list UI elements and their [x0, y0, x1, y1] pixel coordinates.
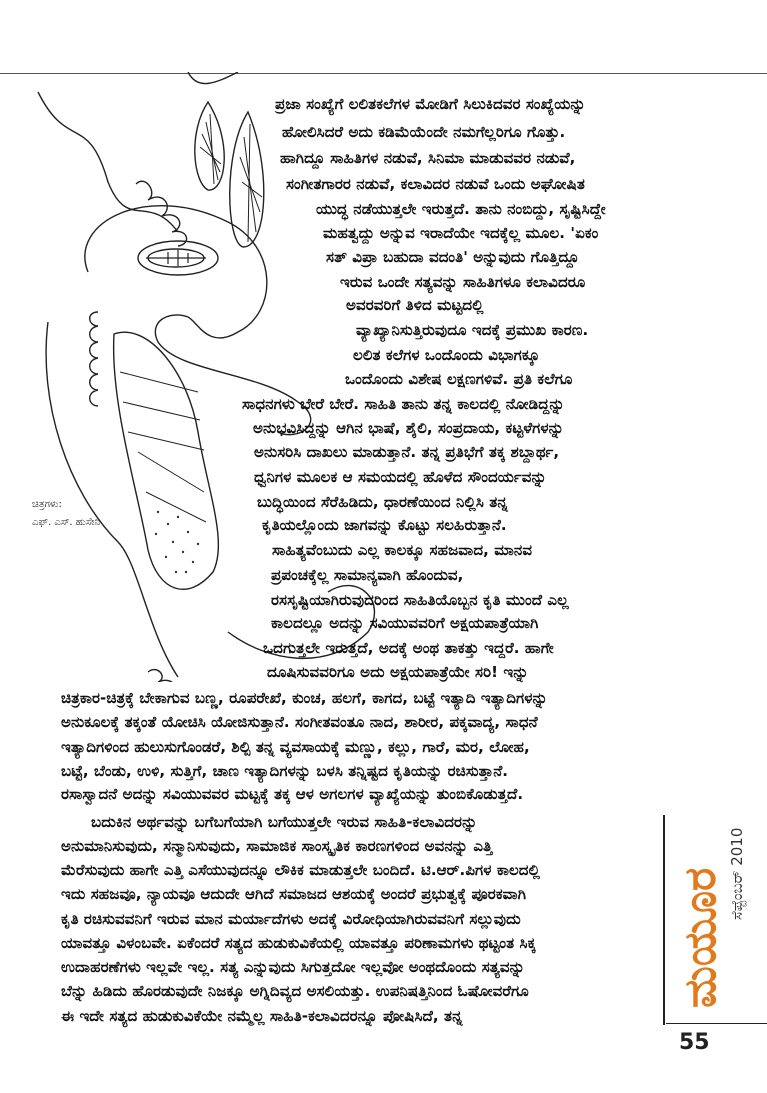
body-line: ಸಂಗೀತಗಾರರ ನಡುವೆ, ಕಲಾವಿದರ ನಡುವೆ ಒಂದು ಅಘೋಷಿತ [286, 175, 585, 193]
body-line: ಹೋಲಿಸಿದರೆ ಅದು ಕಡಿಮೆಯೆಂದೇ ನಮಗೆಲ್ಲರಿಗೂ ಗೊತ್ತು. [282, 123, 566, 141]
body-line: ಲಲಿತ ಕಲೆಗಳ ಒಂದೊಂದು ವಿಭಾಗಕ್ಕೂ [353, 346, 540, 364]
body-line: ಪ್ರಪಂಚಕ್ಕೆಲ್ಲ ಸಾಮಾನ್ಯವಾಗಿ ಹೊಂದುವ, [271, 566, 464, 584]
body-line: ಪ್ರಜಾ ಸಂಖ್ಯೆಗೆ ಲಲಿತಕಲೆಗಳ ಮೋಡಿಗೆ ಸಿಲುಕಿದವರ ಸಂಖ್ಯೆಯನ್ನು [275, 95, 586, 113]
body-line: ರಸಸೃಷ್ಟಿಯಾಗಿರುವುದರಿಂದ ಸಾಹಿತಿಯೊಬ್ಬನ ಕೃತಿ ಮುಂದೆ ಎಲ್ಲ [271, 591, 569, 609]
body-line: ಚಿತ್ರಕಾರ-ಚಿತ್ರಕ್ಕೆ ಬೇಕಾಗುವ ಬಣ್ಣ, ರೂಪರೇಖೆ, ಕುಂಚ, ಹಲಗೆ, ಕಾಗದ, ಬಟ್ಟೆ ಇತ್ಯಾದಿ ಇತ್ಯಾದಿಗಳನ್ನು [61, 689, 548, 707]
caption-artist: ಎಫ್. ಎಸ್. ಹುಸೇನಿ [32, 517, 101, 528]
body-line: ಇರುವ ಒಂದೇ ಸತ್ಯವನ್ನು ಸಾಹಿತಿಗಳೂ ಕಲಾವಿದರೂ [340, 273, 586, 291]
body-line: ಒದಗುತ್ತಲೇ ಇರುತ್ತದೆ, ಅದಕ್ಕೆ ಅಂಥ ತಾಕತ್ತು ಇದ್ದರೆ. ಹಾಗೇ [263, 639, 554, 657]
illustration-credit [32, 496, 100, 532]
body-line: ಸಾಧನಗಳು ಬೇರೆ ಬೇರೆ. ಸಾಹಿತಿ ತಾನು ತನ್ನ ಕಾಲದಲ್ಲಿ ನೋಡಿದ್ದನ್ನು [242, 395, 565, 413]
body-line: ಅನುಮಾನಿಸುವುದು, ಸನ್ಮಾನಿಸುವುದು, ಸಾಮಾಜಿಕ ಸಾಂಸ್ಕೃತಿಕ ಕಾರಣಗಳಿಂದ ಅವನನ್ನು ಎತ್ತಿ [61, 837, 493, 855]
body-line: ಈ ಇದೇ ಸತ್ಯದ ಹುಡುಕುವಿಕೆಯೇ ನಮ್ಮೆಲ್ಲ ಸಾಹಿತಿ-ಕಲಾವಿದರನ್ನೂ ಪೋಷಿಸಿದೆ, ತನ್ನ [61, 1007, 463, 1025]
body-line: ಸಾಹಿತ್ಯವೆಂಬುದು ಎಲ್ಲ ಕಾಲಕ್ಕೂ ಸಹಜವಾದ, ಮಾನವ [272, 541, 533, 559]
body-line: ಇದು ಸಹಜವೂ, ನ್ಯಾಯವೂ ಆದುದೇ ಆಗಿದೆ ಸಮಾಜದ ಆಶಯಕ್ಕೆ ಅಂದರೆ ಪ್ರಭುತ್ವಕ್ಕೆ ಪೂರಕವಾಗಿ [61, 885, 527, 903]
body-line: ದೂಷಿಸುವವರಿಗೂ ಅದು ಅಕ್ಷಯಪಾತ್ರೆಯೇ ಸರಿ! ಇನ್ನು [267, 663, 529, 681]
body-line: ಅವರವರಿಗೆ ತಿಳಿದ ಮಟ್ಟದಲ್ಲಿ [346, 296, 484, 314]
body-line: ಯಾವತ್ತೂ ವಿಳಂಬವೇ. ಏಕೆಂದರೆ ಸತ್ಯದ ಹುಡುಕುವಿಕೆಯಲ್ಲಿ ಯಾವತ್ತೂ ಪರಿಣಾಮಗಳು ಥಟ್ಟಂತ ಸಿಕ್ಕ [61, 934, 536, 952]
body-line: ರಸಾಸ್ವಾದನೆ ಅದನ್ನು ಸವಿಯುವವರ ಮಟ್ಟಕ್ಕೆ ತಕ್ಕ ಆಳ ಅಗಲಗಳ ವ್ಯಾಖ್ಯೆಯನ್ನು ತುಂಬಿಕೊಡುತ್ತದೆ. [61, 785, 524, 803]
body-line: ಕೃತಿ ರಚಿಸುವವನಿಗೆ ಇರುವ ಮಾನ ಮರ್ಯಾದೆಗಳು ಅದಕ್ಕೆ ವಿರೋಧಿಯಾಗಿರುವವನಿಗೆ ಸಲ್ಲುವುದು [61, 910, 521, 928]
body-line: ಇತ್ಯಾದಿಗಳಿಂದ ಹುಲುಸುಗೊಂಡರೆ, ಶಿಲ್ಪಿ ತನ್ನ ವ್ಯವಸಾಯಕ್ಕೆ ಮಣ್ಣು, ಕಲ್ಲು, ಗಾರೆ, ಮರ, ಲೋಹ, [61, 738, 530, 756]
body-line: ಬದುಕಿನ ಅರ್ಥವನ್ನು ಬಗೆಬಗೆಯಾಗಿ ಬಗೆಯುತ್ತಲೇ ಇರುವ ಸಾಹಿತಿ-ಕಲಾವಿದರನ್ನು [91, 813, 478, 831]
body-line: ಬೆನ್ನು ಹಿಡಿದು ಹೊರಡುವುದೇ ನಿಜಕ್ಕೂ ಅಗ್ನಿದಿವ್ಯದ ಅಸಲಿಯತ್ತು. ಉಪನಿಷತ್ತಿನಿಂದ ಓಷೋವರೆಗೂ [61, 982, 529, 1000]
body-line: ಬುದ್ಧಿಯಿಂದ ಸೆರೆಹಿಡಿದು, ಧಾರಣೆಯಿಂದ ನಿಲ್ಲಿಸಿ ತನ್ನ [257, 493, 508, 511]
body-line: ಉದಾಹರಣೆಗಳು ಇಲ್ಲವೇ ಇಲ್ಲ. ಸತ್ಯ ಎನ್ನುವುದು ಸಿಗುತ್ತದೋ ಇಲ್ಲವೋ ಅಂಥದೊಂದು ಸತ್ಯವನ್ನು [61, 958, 525, 976]
body-line: ಕೃತಿಯಲ್ಲೊಂದು ಜಾಗವನ್ನು ಕೊಟ್ಟು ಸಲಹಿರುತ್ತಾನೆ. [262, 516, 507, 534]
body-line: ಅನುಸರಿಸಿ ದಾಖಲು ಮಾಡುತ್ತಾನೆ. ತನ್ನ ಪ್ರತಿಭೆಗೆ ತಕ್ಕ ಶಬ್ದಾರ್ಥ, [254, 443, 560, 461]
body-line: ಒಂದೊಂದು ವಿಶೇಷ ಲಕ್ಷಣಗಳಿವೆ. ಪ್ರತಿ ಕಲೆಗೂ [345, 370, 573, 388]
body-line: ಅನುಭವಿಸಿದ್ದನ್ನು ಆಗಿನ ಭಾಷೆ, ಶೈಲಿ, ಸಂಪ್ರದಾಯ, ಕಟ್ಟಳೆಗಳನ್ನು [253, 419, 564, 437]
body-line: ಯುದ್ಧ ನಡೆಯುತ್ತಲೇ ಇರುತ್ತದೆ. ತಾನು ನಂಬಿದ್ದು, ಸೃಷ್ಟಿಸಿದ್ದೇ [316, 200, 606, 218]
body-line: ಬಟ್ಟೆ, ಬೆಂಡು, ಉಳಿ, ಸುತ್ತಿಗೆ, ಚಾಣ ಇತ್ಯಾದಿಗಳನ್ನು ಬಳಸಿ ತನ್ನಿಷ್ಟದ ಕೃತಿಯನ್ನು ರಚಿಸುತ್ತಾನೆ. [61, 762, 509, 780]
body-line: ಸತ್ ವಿಪ್ರಾ ಬಹುದಾ ವದಂತಿ' ಅನ್ನುವುದು ಗೊತ್ತಿದ್ದೂ [326, 248, 580, 266]
body-line: ಅನುಕೂಲಕ್ಕೆ ತಕ್ಕಂತೆ ಯೋಚಿಸಿ ಯೋಜಿಸುತ್ತಾನೆ. ಸಂಗೀತವಂತೂ ನಾದ, ಶಾರೀರ, ಪಕ್ಕವಾದ್ಯ, ಸಾಧನೆ [61, 713, 538, 731]
margin-divider [663, 815, 665, 1025]
magazine-title: ಮಯೂರ [675, 867, 726, 1008]
body-line: ಹಾಗಿದ್ದೂ ಸಾಹಿತಿಗಳ ನಡುವೆ, ಸಿನಿಮಾ ಮಾಡುವವರ ನಡುವೆ, [280, 149, 576, 167]
page-number-rule [666, 1023, 767, 1024]
caption-label: ಚಿತ್ರಗಳು: [32, 499, 62, 510]
body-line: ಧ್ವನಿಗಳ ಮೂಲಕ ಆ ಸಮಯದಲ್ಲಿ ಹೊಳೆದ ಸೌಂದರ್ಯವನ್ನು [254, 468, 547, 486]
body-line: ವ್ಯಾಖ್ಯಾನಿಸುತ್ತಿರುವುದೂ ಇದಕ್ಕೆ ಪ್ರಮುಖ ಕಾರಣ. [356, 321, 589, 339]
body-line: ಕಾಲದಲ್ಲೂ ಅದನ್ನು ಸವಿಯುವವರಿಗೆ ಅಕ್ಷಯಪಾತ್ರೆಯಾಗಿ [271, 614, 539, 632]
issue-date: ಸೆಪ್ಟೆಂಬರ್ 2010 [728, 827, 746, 920]
page-number: 55 [679, 1030, 710, 1055]
body-line: ಮಹತ್ವದ್ದು ಅನ್ನುವ ಇರಾದೆಯೇ ಇದಕ್ಕೆಲ್ಲ ಮೂಲ. 'ಏಕಂ [323, 224, 599, 242]
body-line: ಮೆರೆಸುವುದು ಹಾಗೇ ಎತ್ತಿ ಎಸೆಯುವುದನ್ನೂ ಲೌಕಿಕ ಮಾಡುತ್ತಲೇ ಬಂದಿದೆ. ಟಿ.ಆರ್.ಪಿಗಳ ಕಾಲದಲ್ಲಿ [61, 861, 541, 879]
